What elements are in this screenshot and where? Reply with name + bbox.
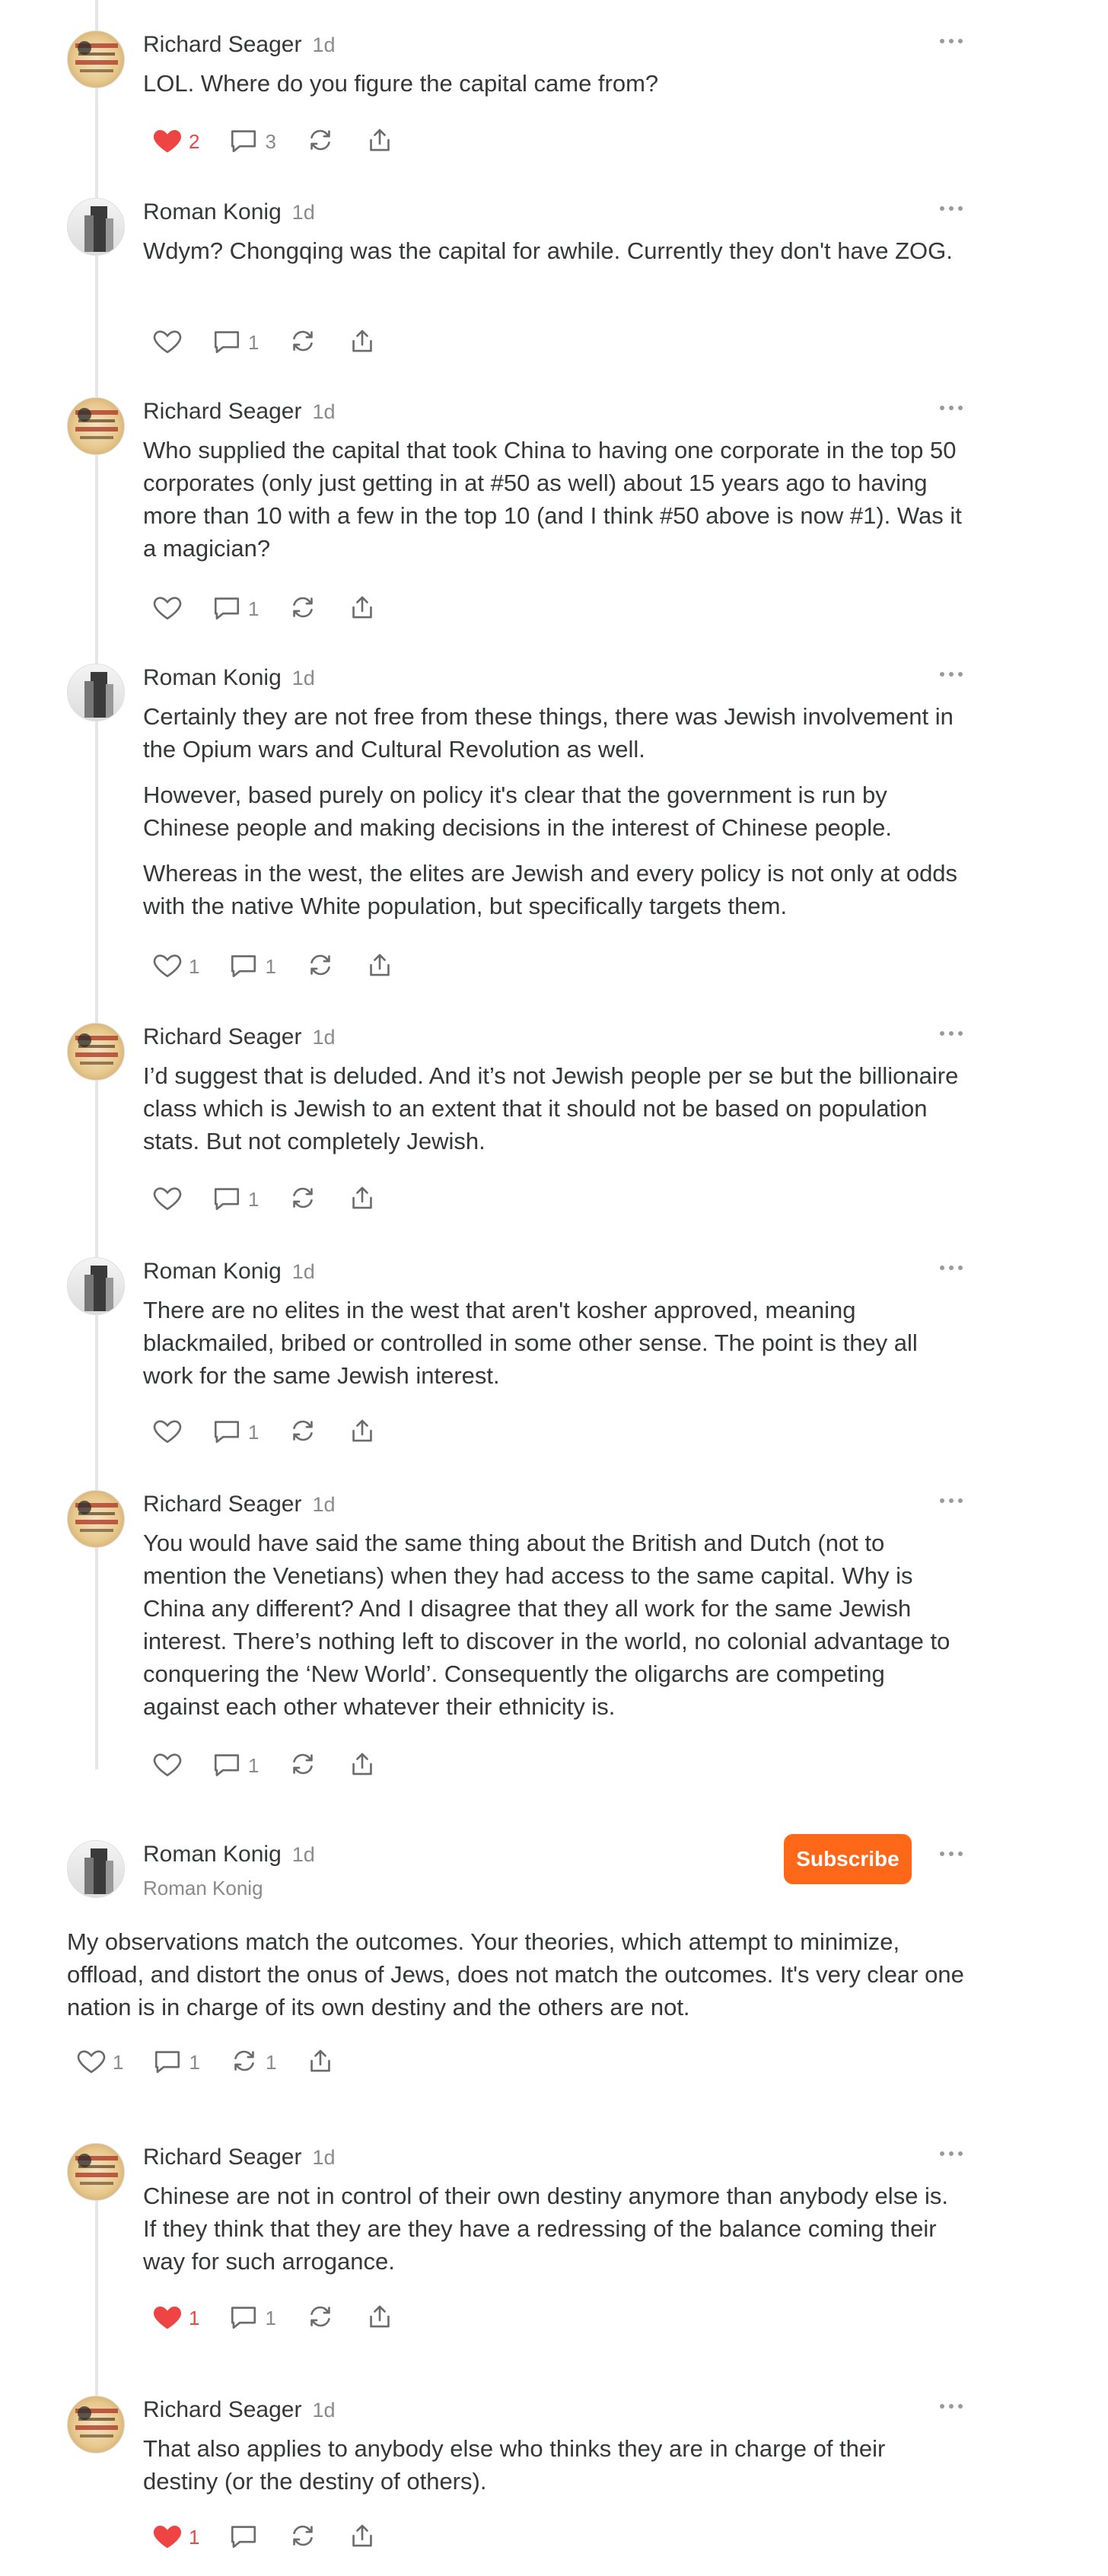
comment-paragraph: However, based purely on policy it's clear that the government is run by Chinese people and making decisions in the interest of Chinese people. <box>143 782 893 841</box>
like-button[interactable] <box>152 126 199 158</box>
share-icon <box>365 2303 395 2334</box>
comment-body <box>143 1294 965 1405</box>
share-button[interactable] <box>347 2522 377 2553</box>
heart-icon <box>152 1417 183 1448</box>
heart-icon <box>152 126 183 158</box>
share-button[interactable] <box>347 1750 377 1782</box>
restack-button[interactable] <box>229 2047 276 2078</box>
comment-bubble-icon <box>228 126 259 158</box>
comment-body <box>143 2432 965 2511</box>
heart-icon <box>152 594 183 625</box>
avatar[interactable] <box>67 1840 125 1898</box>
author-name[interactable]: Roman Konig <box>143 1259 282 1284</box>
reply-button[interactable] <box>228 126 275 158</box>
share-button[interactable] <box>365 2303 395 2334</box>
comment-bubble-icon <box>212 1417 242 1448</box>
share-icon <box>347 1417 377 1448</box>
share-button[interactable] <box>305 2047 336 2078</box>
share-icon <box>347 594 377 625</box>
author-name[interactable]: Richard Seager <box>143 399 302 424</box>
like-button[interactable] <box>152 1750 183 1782</box>
comment-age: 1d <box>312 2146 336 2169</box>
comment-bubble-icon <box>228 2522 259 2553</box>
share-button[interactable] <box>347 1184 377 1215</box>
more-dots-icon[interactable] <box>936 1263 966 1278</box>
comment-bubble-icon <box>228 2303 259 2334</box>
comment-age: 1d <box>312 33 336 56</box>
comment-paragraph: That also applies to anybody else who thinks they are in charge of their destiny (or the destiny of others). <box>143 2435 886 2495</box>
comment-author[interactable] <box>143 2145 336 2170</box>
like-button[interactable] <box>152 2303 199 2334</box>
avatar[interactable] <box>67 198 125 256</box>
more-dots-icon[interactable] <box>936 2149 966 2164</box>
comment-paragraph: Chinese are not in control of their own destiny anymore than anybody else is. If they think that they are they have a redressing of the balance coming their way for such arrogance. <box>143 2183 949 2275</box>
avatar[interactable] <box>67 1490 125 1548</box>
thread-line <box>95 2195 98 2416</box>
restack-button[interactable] <box>305 951 336 982</box>
author-name[interactable]: Richard Seager <box>143 2145 302 2170</box>
comment-paragraph: You would have said the same thing about the British and Dutch (not to mention the Venetians) when they had access to the same capital. Why is China any different? And I disagree that they all work for the same Jewish interest. There’s nothing left to discover in the world, no colonial advantage to conquering the ‘New World’. Consequently the oligarchs are competing against each other whatever their ethnicity is. <box>143 1530 950 1720</box>
restack-button[interactable] <box>288 594 318 625</box>
reply-button[interactable] <box>212 1750 259 1782</box>
reply-button[interactable] <box>212 594 259 625</box>
author-name[interactable]: Richard Seager <box>143 2397 302 2422</box>
comment-paragraph: I’d suggest that is deluded. And it’s not Jewish people per se but the billionaire class which is Jewish to an extent that it should not be based on population stats. But not completely Jewish. <box>143 1062 959 1154</box>
comment-body <box>143 234 965 280</box>
avatar[interactable] <box>67 2143 125 2201</box>
comment-bubble-icon <box>228 951 259 982</box>
comment-actions <box>152 1417 406 1447</box>
more-dots-icon[interactable] <box>936 403 966 419</box>
comment-bubble-icon <box>212 327 242 358</box>
reply-button[interactable] <box>152 2047 199 2078</box>
comment-author[interactable] <box>143 665 315 691</box>
comment-author[interactable] <box>143 1492 336 1517</box>
heart-icon <box>76 2047 107 2078</box>
like-button[interactable] <box>76 2047 123 2078</box>
avatar[interactable] <box>67 1257 125 1315</box>
avatar[interactable] <box>67 2396 125 2453</box>
like-count: 2 <box>189 129 200 153</box>
heart-icon <box>152 1750 183 1782</box>
comment-actions <box>152 1184 406 1215</box>
reply-button[interactable] <box>228 951 275 982</box>
heart-icon <box>152 2303 183 2334</box>
like-count: 1 <box>113 2050 124 2074</box>
comment-actions <box>152 951 424 982</box>
reply-count: 1 <box>189 2050 200 2074</box>
restack-icon <box>229 2047 259 2078</box>
comment-body <box>143 700 965 935</box>
share-icon <box>347 2522 377 2553</box>
share-button[interactable] <box>347 327 377 358</box>
more-dots-icon[interactable] <box>936 204 966 219</box>
comment-age: 1d <box>312 400 336 423</box>
like-count: 1 <box>189 954 200 978</box>
comment-paragraph: There are no elites in the west that aren't kosher approved, meaning blackmailed, bribed or controlled in some other sense. The point is they all work for the same Jewish interest. <box>143 1297 918 1389</box>
restack-icon <box>305 126 336 158</box>
reply-button[interactable] <box>212 1184 259 1215</box>
restack-count: 1 <box>265 2050 277 2074</box>
more-dots-icon[interactable] <box>936 37 966 52</box>
comment-bubble-icon <box>212 594 242 625</box>
comment-bubble-icon <box>152 2047 183 2078</box>
restack-icon <box>305 2303 336 2334</box>
reply-count: 1 <box>248 597 259 620</box>
author-name[interactable]: Roman Konig <box>143 199 282 224</box>
comment-age: 1d <box>312 2399 336 2422</box>
like-count: 1 <box>189 2525 200 2549</box>
restack-icon <box>288 1750 318 1782</box>
restack-button[interactable] <box>305 2303 336 2334</box>
comment-author[interactable] <box>143 1259 315 1285</box>
comment-actions <box>152 126 424 157</box>
heart-icon <box>152 1184 183 1215</box>
more-dots-icon[interactable] <box>936 1849 966 1864</box>
share-icon <box>365 951 395 982</box>
restack-button[interactable] <box>305 126 336 158</box>
reply-count: 1 <box>265 954 276 978</box>
comment-author[interactable] <box>143 2397 336 2423</box>
author-name[interactable]: Roman Konig <box>143 665 282 690</box>
comment-author[interactable] <box>143 1842 315 1868</box>
avatar[interactable] <box>67 30 125 88</box>
comment-age: 1d <box>291 1260 315 1283</box>
like-button[interactable] <box>152 1184 183 1215</box>
share-icon <box>347 1184 377 1215</box>
avatar[interactable] <box>67 397 125 455</box>
comment-body <box>143 2180 965 2291</box>
comment-author[interactable] <box>143 199 315 225</box>
author-byline: Roman Konig <box>143 1877 263 1899</box>
comment-body <box>143 434 965 578</box>
share-button[interactable] <box>365 951 395 982</box>
comment-age: 1d <box>291 1843 315 1866</box>
comment-actions <box>76 2047 365 2078</box>
more-dots-icon[interactable] <box>936 1496 966 1511</box>
restack-icon <box>288 1417 318 1448</box>
comment-bubble-icon <box>212 1750 242 1782</box>
reply-count: 1 <box>248 1753 259 1777</box>
reply-count: 1 <box>265 2306 276 2329</box>
reply-button[interactable] <box>228 2303 275 2334</box>
reply-count: 1 <box>248 1420 259 1444</box>
heart-icon <box>152 951 183 982</box>
comment-age: 1d <box>291 201 315 224</box>
like-button[interactable] <box>152 951 199 982</box>
author-name[interactable]: Roman Konig <box>143 1842 282 1867</box>
comment-body <box>67 1925 965 2036</box>
more-dots-icon[interactable] <box>936 670 966 685</box>
heart-icon <box>152 327 183 358</box>
comment-author[interactable] <box>143 1024 336 1050</box>
like-count: 1 <box>189 2306 200 2329</box>
reply-button[interactable] <box>212 1417 259 1448</box>
restack-icon <box>305 951 336 982</box>
restack-button[interactable] <box>288 1417 318 1448</box>
restack-icon <box>288 327 318 358</box>
share-button[interactable] <box>347 594 377 625</box>
comment-actions <box>152 1750 406 1781</box>
comment-actions <box>152 327 406 358</box>
author-name[interactable]: Richard Seager <box>143 32 302 57</box>
comment-paragraph: Wdym? Chongqing was the capital for awhile. Currently they don't have ZOG. <box>143 237 953 264</box>
comment-age: 1d <box>312 1493 336 1516</box>
restack-button[interactable] <box>288 2522 318 2553</box>
restack-button[interactable] <box>288 1184 318 1215</box>
avatar[interactable] <box>67 664 125 721</box>
author-name[interactable]: Richard Seager <box>143 1492 302 1517</box>
more-dots-icon[interactable] <box>936 2402 966 2417</box>
comment-paragraph: Whereas in the west, the elites are Jewish and every policy is not only at odds with the native White population, but specifically targets them. <box>143 860 958 919</box>
subscribe-button[interactable]: Subscribe <box>784 1834 912 1884</box>
comment-actions <box>152 2522 406 2552</box>
comment-age: 1d <box>312 1026 336 1049</box>
reply-count: 1 <box>248 1187 259 1211</box>
comment-paragraph: Who supplied the capital that took China to having one corporate in the top 50 corporates (only just getting in at #50 as well) about 15 years ago to having more than 10 with a few in the top 10 (and I think #50 above is now #1). Was it a magician? <box>143 437 962 562</box>
heart-icon <box>152 2522 183 2553</box>
avatar[interactable] <box>67 1023 125 1081</box>
share-icon <box>305 2047 336 2078</box>
share-button[interactable] <box>365 126 395 158</box>
comment-author[interactable] <box>143 32 336 58</box>
comment-actions <box>152 594 406 624</box>
like-button[interactable] <box>152 327 183 358</box>
share-icon <box>347 327 377 358</box>
reply-button[interactable] <box>228 2522 259 2553</box>
like-button[interactable] <box>152 594 183 625</box>
reply-count: 1 <box>248 330 259 354</box>
comment-body <box>143 67 965 113</box>
comment-body <box>143 1527 965 1736</box>
comment-age: 1d <box>291 667 315 689</box>
comment-actions <box>152 2303 424 2333</box>
restack-icon <box>288 594 318 625</box>
like-button[interactable] <box>152 2522 199 2553</box>
share-icon <box>347 1750 377 1782</box>
like-button[interactable] <box>152 1417 183 1448</box>
restack-icon <box>288 2522 318 2553</box>
restack-icon <box>288 1184 318 1215</box>
reply-button[interactable] <box>212 327 259 358</box>
comment-author[interactable] <box>143 399 336 425</box>
comment-bubble-icon <box>212 1184 242 1215</box>
share-button[interactable] <box>347 1417 377 1448</box>
comment-paragraph: Certainly they are not free from these things, there was Jewish involvement in the Opium wars and Cultural Revolution as well. <box>143 703 954 763</box>
comment-paragraph: LOL. Where do you figure the capital came from? <box>143 70 659 97</box>
comment-body <box>143 1059 965 1170</box>
more-dots-icon[interactable] <box>936 1029 966 1044</box>
comment-paragraph: My observations match the outcomes. Your theories, which attempt to minimize, offload, and distort the onus of Jews, does not match the outcomes. It's very clear one nation is in charge of its own destiny and the others are not. <box>67 1928 964 2020</box>
restack-button[interactable] <box>288 327 318 358</box>
share-icon <box>365 126 395 158</box>
author-name[interactable]: Richard Seager <box>143 1024 302 1049</box>
restack-button[interactable] <box>288 1750 318 1782</box>
reply-count: 3 <box>265 129 276 153</box>
